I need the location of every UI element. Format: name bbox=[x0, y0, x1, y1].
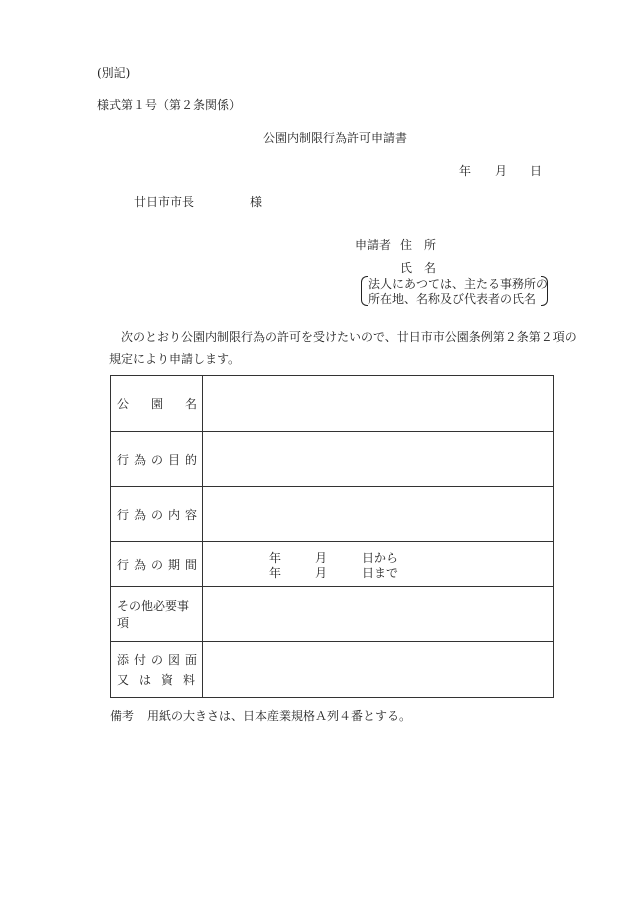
period-field[interactable] bbox=[203, 542, 554, 587]
park-name-label: 公 園 名 bbox=[111, 376, 203, 432]
body-line1: 次のとおり公園内制限行為の許可を受けたいので、廿日市市公園条例第２条第２項の bbox=[121, 330, 577, 344]
period-label: 行 為 の 期 間 bbox=[111, 542, 203, 587]
name-label: 氏 名 bbox=[400, 261, 437, 275]
other-label: その他必要事項 bbox=[111, 587, 203, 642]
left-bracket bbox=[361, 276, 368, 306]
purpose-field[interactable] bbox=[203, 432, 554, 487]
content-label: 行 為 の 内 容 bbox=[111, 487, 203, 542]
park-name-field[interactable] bbox=[203, 376, 554, 432]
addressee-honorific: 様 bbox=[250, 195, 263, 209]
annex-label: (別記) bbox=[97, 66, 131, 80]
table-row bbox=[111, 487, 554, 542]
attachments-label: 添 付 の 図 面 又 は 資 料 bbox=[111, 642, 203, 698]
period-to: 年 月 日まで bbox=[269, 566, 399, 580]
table-row bbox=[111, 587, 554, 642]
table-row bbox=[111, 376, 554, 432]
corporate-note-line1: 法人にあつては、主たる事務所の bbox=[368, 277, 549, 291]
purpose-label: 行 為 の 目 的 bbox=[111, 432, 203, 487]
other-field[interactable] bbox=[203, 587, 554, 642]
period-from: 年 月 日から bbox=[269, 551, 399, 565]
remarks-text: 用紙の大きさは、日本産業規格Ａ列４番とする。 bbox=[147, 709, 412, 723]
corporate-note bbox=[361, 276, 548, 306]
application-table bbox=[110, 375, 554, 698]
date-year: 年 bbox=[459, 164, 472, 178]
form-number: 様式第１号（第２条関係） bbox=[97, 98, 242, 112]
content-field[interactable] bbox=[203, 487, 554, 542]
addressee-name: 廿日市市長 bbox=[134, 195, 195, 209]
applicant-label: 申請者 bbox=[355, 238, 392, 252]
table-row bbox=[111, 542, 554, 587]
table-row bbox=[111, 642, 554, 698]
body-line2: 規定により申請します。 bbox=[109, 352, 241, 366]
address-label: 住 所 bbox=[400, 238, 437, 252]
table-row bbox=[111, 432, 554, 487]
page-title: 公園内制限行為許可申請書 bbox=[263, 131, 408, 145]
remarks-label: 備考 bbox=[110, 709, 135, 723]
corporate-note-line2: 所在地、名称及び代表者の氏名 bbox=[368, 292, 537, 306]
right-bracket bbox=[541, 276, 548, 306]
date-day: 日 bbox=[530, 164, 543, 178]
attachments-field[interactable] bbox=[203, 642, 554, 698]
date-month: 月 bbox=[495, 164, 508, 178]
